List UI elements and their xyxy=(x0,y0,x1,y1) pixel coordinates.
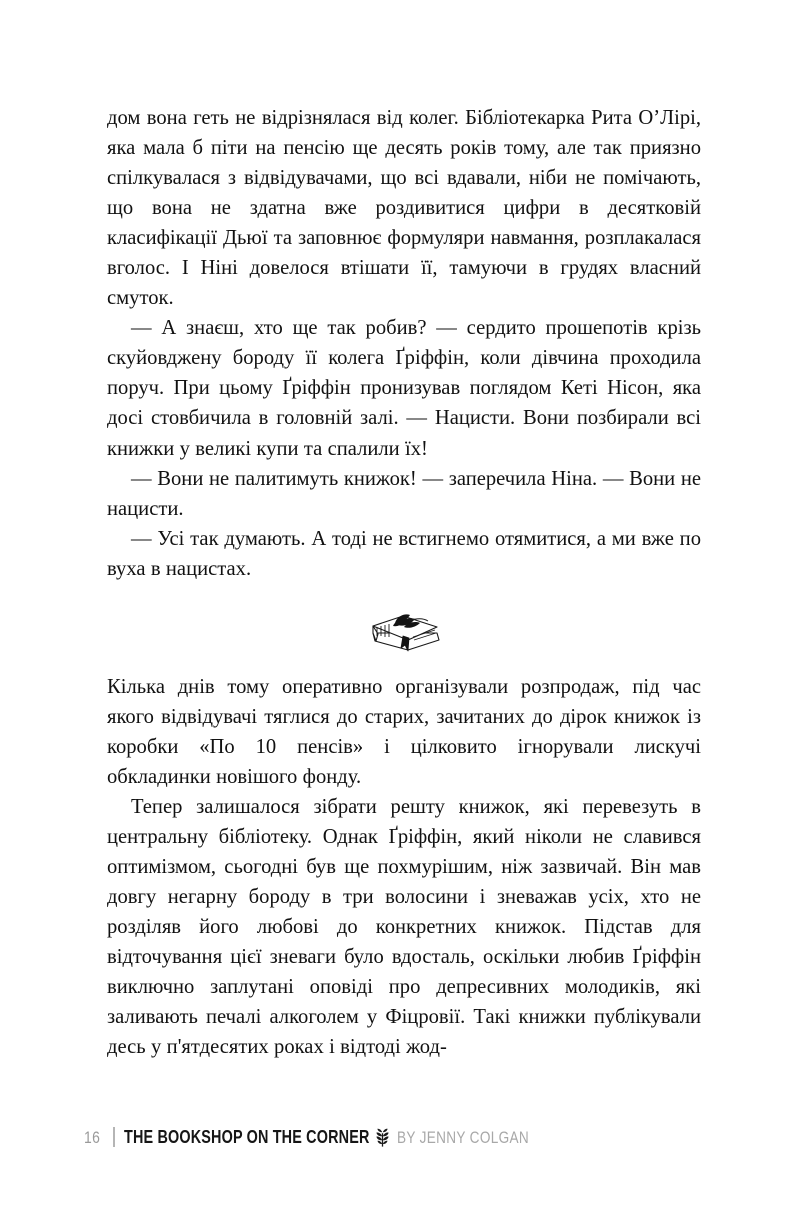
page-footer xyxy=(84,1124,562,1150)
paragraph-after-ornament-2: Тепер залишалося зібрати решту книжок, які перевезуть в центральну бібліотеку. Однак Ґріффін, який ніколи не славився оптимізмом, сьогодні був ще похмурішим, ніж зазвичай. Він мав довгу негарну бороду в три волосини і зневажав усіх, хто не розділяв його любові до конкретних книжок. Підстав для відточування цієї зневаги було вдосталь, оскільки любив Ґріффін виключно заплутані оповіді про депресивних молодиків, які заливають печалі алкоголем у Фіцровії. Такі книжки публікували десь у п'ятдесятих роках і відтоді жод- xyxy=(107,795,701,1059)
paragraph-dialogue-3: — Усі так думають. А тоді не встигнемо отямитися, а ми вже по вуха в нацистах. xyxy=(107,527,701,580)
paragraph-after-ornament-1: Кілька днів тому оперативно організували розпродаж, під час якого відвідувачі тяглися до старих, зачитаних до дірок книжок із коробки «По 10 пенсів» і цілковито ігнорували лискучі обкладинки новішого фонду. xyxy=(107,675,701,788)
text-column xyxy=(107,103,701,1062)
footer-page-number: 16 xyxy=(84,1127,101,1147)
paragraph-continuation: дом вона геть не відрізнялася від колег. Бібліотекарка Рита О’Лірі, яка мала б піти на пенсію ще десять років тому, але так приязно спілкувалася з відвідувачами, що всі вдавали, ніби не помічають, що вона не здатна вже роздивитися цифри в десятковій класифікації Дьюї та заповнює формуляри навмання, розплакалася вголос. І Ніні довелося втішати її, тамуючи в грудях власний смуток. xyxy=(107,107,701,310)
paragraph-dialogue-2: — Вони не палитимуть книжок! — заперечила Ніна. — Вони не нацисти. xyxy=(107,467,701,520)
section-break-ornament xyxy=(107,584,701,672)
paragraph-dialogue-1: — А знаєш, хто ще так робив? — сердито прошепотів крізь скуйовджену бороду її колега Ґріффін, коли дівчина проходила поруч. При цьому Ґріффін пронизував поглядом Кеті Нісон, яка досі стовбичила в головній залі. — Нацисти. Вони позбирали всі книжки у великі купи та спалили їх! xyxy=(107,317,701,460)
leaf-sprig-icon xyxy=(374,1128,391,1147)
footer-book-title: THE BOOKSHOP ON THE CORNER xyxy=(123,1127,370,1147)
leaf-sprig-glyph xyxy=(374,1128,391,1147)
footer-author-line: BY JENNY COLGAN xyxy=(397,1127,530,1147)
footer-divider xyxy=(113,1127,115,1147)
book-with-leaf-icon xyxy=(365,606,443,652)
